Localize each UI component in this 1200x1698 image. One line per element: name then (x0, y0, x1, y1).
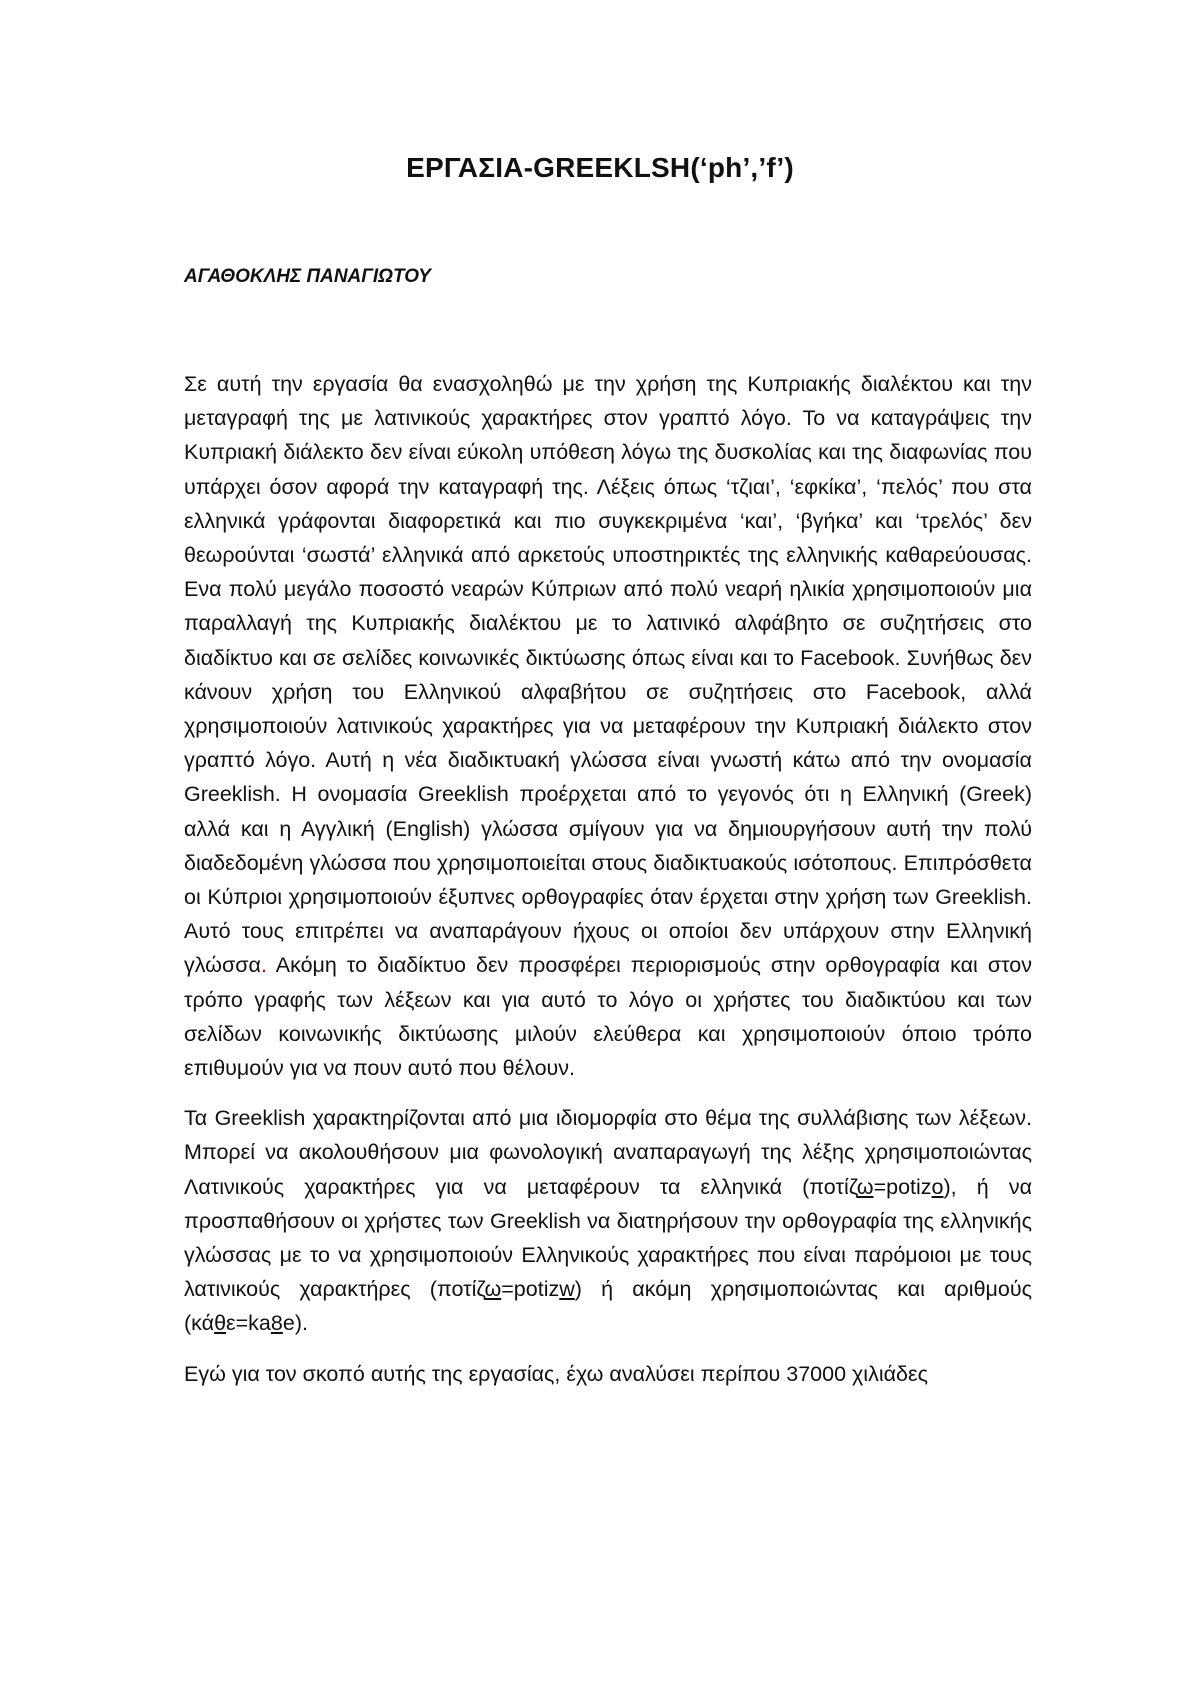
paragraph-2-t1: Τα Greeklish χαρακτηρίζονται από μια ιδιομορφία στο θέμα της συλλάβισης των λέξεων. Μπορεί να ακολουθήσουν μια φωνολογική αναπαραγωγή της λέξης χρησιμοποιώντας Λατινικούς χαρακτήρες για να μεταφέρουν τα ελληνικά (ποτίζ (184, 1106, 1032, 1199)
author-name: ΑΓΑΘΟΚΛΗΣ ΠΑΝΑΓΙΩΤΟΥ (184, 266, 431, 287)
paragraph-3: Εγώ για τον σκοπό αυτής της εργασίας, έχω αναλύσει περίπου 37000 χιλιάδες (184, 1361, 928, 1386)
paragraph-2-t3: ), ή να προσπαθήσουν οι χρήστες των Greeklish να διατηρήσουν την ορθογραφία της ελληνικής γλώσσας με το να χρησιμοποιούν Ελληνικούς χαρακτήρες που είναι παρόμοιοι με τους λατινικούς χαρακτήρες (ποτίζ (184, 1174, 1032, 1302)
paragraph-1-text-a: Σε αυτή την εργασία θα ενασχοληθώ με την χρήση της Κυπριακής διαλέκτου και την μεταγραφή της με λατινικούς χαρακτήρες στον γραπτό λόγο. Το να καταγράψεις την Κυπριακή διάλεκτο δεν είναι εύκολη υπόθεση λόγω της δυσκολίας και της διαφωνίας που υπάρχει όσον αφορά την καταγραφή της. Λέξεις όπως ‘τζιαι’, ‘εφκίκα’, ‘πελός’ που στα ελληνικά γράφονται διαφορετικά και πιο συγκεκριμένα ‘και’, ‘βγήκα’ και ‘τρελός’ δεν θεωρούνται ‘σωστά’ ελληνικά από αρκετούς υποστηρικτές της ελληνικής καθαρεύουσας. Ενα πολύ μεγάλο ποσοστό νεαρών Κύπριων από πολύ νεαρή ηλικία χρησιμοποιούν μια παραλλαγή της Κυπριακής διαλέκτου με το λατινικό αλφάβητο σε συζητήσεις στο διαδίκτυο και σε σελίδες κοινωνικές δικτύωσης όπως είναι και το Facebook. Συνήθως δεν κάνουν χρήση του Ελληνικού αλφαβήτου σε συζητήσεις στο Facebook, αλλά χρησιμοποιούν λατινικούς χαρακτήρες για να μεταφέρουν την Κυπριακή διάλεκτο στον γραπτό λόγο. Αυτή η νέα διαδικτυακή γλώσσα είναι γνωστή κάτω από την ονομασία Greeklish. Η ονομασία Greeklish προέρχεται από το γεγονός ότι η Ελληνική (Greek) αλλά και η Αγγλική (English) γλώσσα σμίγουν για να δημιουργήσουν αυτή την πολύ διαδεδομένη γλώσσα που χρησιμοποιείται στους διαδικτυακούς ισότοπους. Επιπρόσθετα οι Κύπριοι χρησιμοποιούν έξυπνες ορθογραφίες όταν έρχεται στην χρήση των Greeklish. Αυτό τους επιτρέπει να αναπαράγουν ήχους οι οποίοι δεν υπάρχουν στην Ελληνική γλώσσα (184, 372, 1032, 978)
document-title: ΕΡΓΑΣΙΑ-GREEKLSH(‘ph’,’f’) (406, 152, 794, 183)
paragraph-1-text-b: Ακόμη το διαδίκτυο δεν προσφέρει περιορισμούς στην ορθογραφία και στον τρόπο γραφής των λέξεων και για αυτό το λόγο οι χρήστες του διαδικτύου και των σελίδων κοινωνικής δικτύωσης μιλούν ελεύθερα και χρησιμοποιούν όποιο τρόπο επιθυμούν για να πουν αυτό που θέλουν. (184, 953, 1032, 1081)
paragraph-2-u2: o (931, 1174, 944, 1199)
paragraph-1 (184, 367, 1032, 1085)
paragraph-2 (184, 1101, 1032, 1340)
paragraph-2-t4: =potiz (501, 1277, 560, 1302)
paragraph-2-u3: ω (484, 1277, 502, 1302)
paragraph-1-red-dot: . (260, 953, 267, 978)
paragraph-2-t2: =potiz (873, 1174, 932, 1199)
paragraph-2-t7: e). (282, 1311, 308, 1336)
paragraph-2-t5: ) ή ακόμη χρησιμοποιώντας και αριθμούς (κά (184, 1277, 1032, 1336)
document-body (184, 367, 1032, 1407)
paragraph-2-u6: 8 (270, 1311, 283, 1336)
paragraph-2-u5: θ (214, 1311, 227, 1336)
paragraph-2-u1: ω (856, 1174, 874, 1199)
paragraph-2-u4: w (559, 1277, 575, 1302)
paragraph-2-t6: ε=ka (226, 1311, 271, 1336)
